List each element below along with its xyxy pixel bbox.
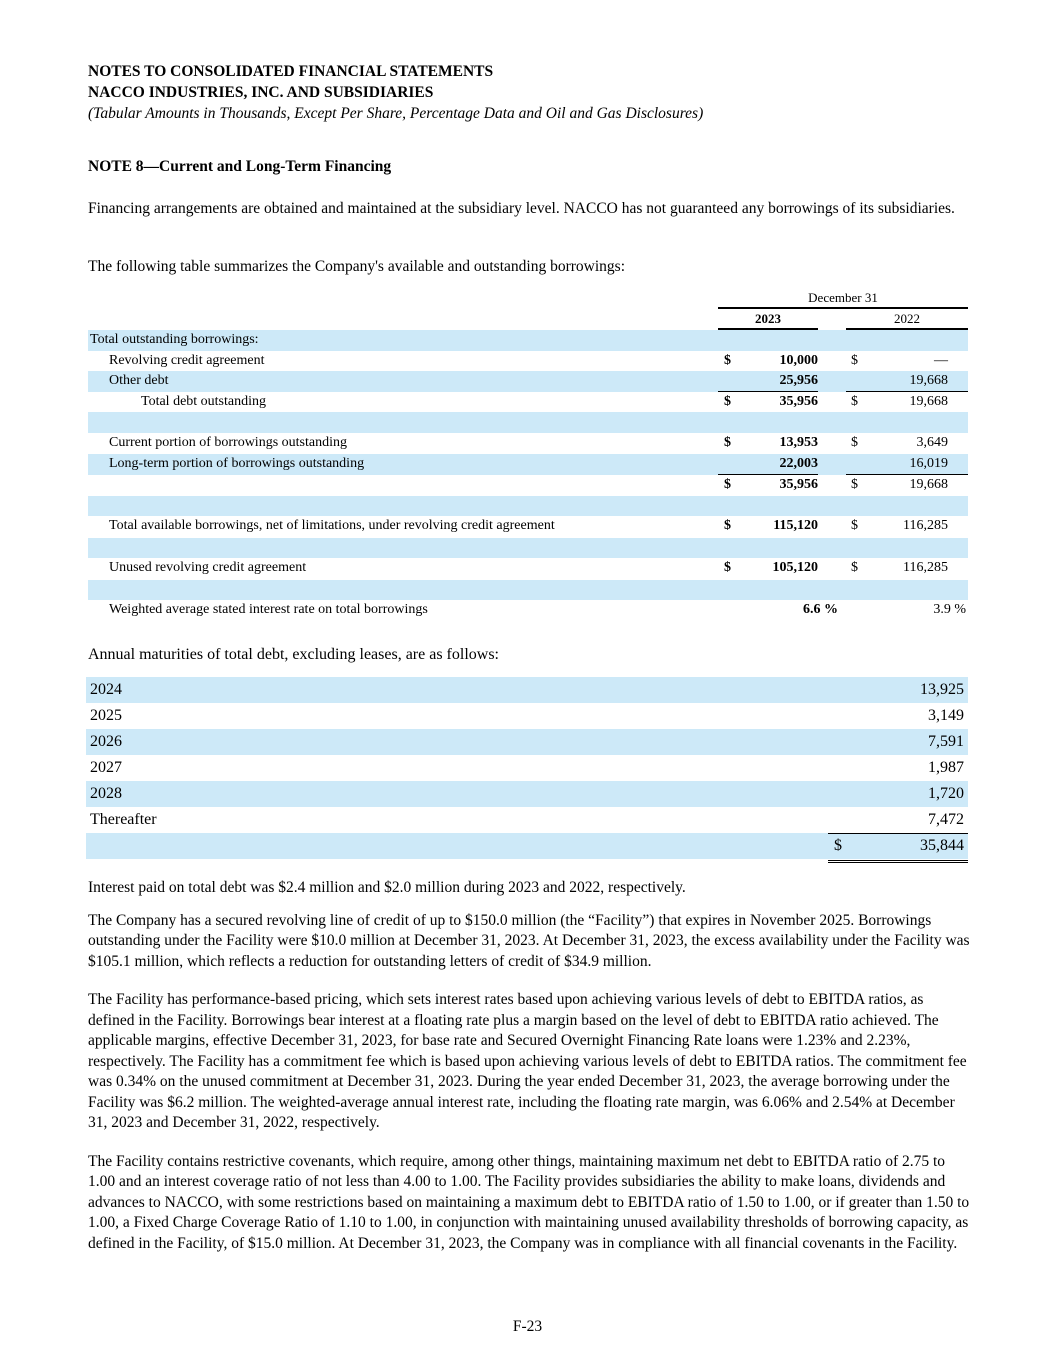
- paragraph: The Facility contains restrictive covenants, which require, among other things, maintaining maximum net debt to EBITDA ratio of 2.75 to 1.00 and an interest coverage ratio of not less than 4.00 to 1.00. The Facility provides subsidiaries the ability to make loans, dividends and advances to NACCO, with some restrictions based on maintaining a maximum debt to EBITDA ratio of 1.50 to 1.00, or if greater than 1.50 to 1.00, a Fixed Charge Coverage Ratio of 1.10 to 1.00, in conjunction with maintaining unused availability thresholds of borrowing capacity, as defined in the Facility, of $15.0 million. At December 31, 2023, the Company was in compliance with all financial covenants in the Facility.: [88, 1152, 970, 1252]
- note-title: NOTE 8—Current and Long-Term Financing: [88, 158, 392, 175]
- header-line: NOTES TO CONSOLIDATED FINANCIAL STATEMENTS: [88, 63, 494, 80]
- currency-2023: $: [724, 477, 731, 493]
- maturity-value: 7,591: [928, 733, 964, 750]
- col-header-2022: 2022: [894, 311, 920, 326]
- row-label: Other debt: [109, 373, 169, 389]
- maturity-year: 2024: [90, 681, 122, 698]
- row-label: Total available borrowings, net of limitations, under revolving credit agreement: [109, 518, 555, 534]
- currency-2022: $: [851, 434, 858, 450]
- maturities-intro: [88, 645, 970, 666]
- maturity-value: 1,987: [928, 759, 964, 776]
- row-label: Total debt outstanding: [141, 393, 267, 409]
- total-value: 35,844: [920, 837, 964, 854]
- table-row: [88, 371, 968, 392]
- value-2023: 25,956: [779, 373, 818, 389]
- intro-text: Financing arrangements are obtained and maintained at the subsidiary level. NACCO has not guaranteed any borrowings of its subsidiaries.: [88, 200, 955, 217]
- row-label: Current portion of borrowings outstanding: [109, 434, 347, 450]
- row-label: Weighted average stated interest rate on total borrowings: [109, 602, 428, 618]
- paragraph: The Facility has performance-based pricing, which sets interest rates based upon achieving various levels of debt to EBITDA ratios, as defined in the Facility. Borrowings bear interest at a floating rate plus a margin based on the level of debt to EBITDA ratio achieved. The applicable margins, effective December 31, 2023, for base rate and Secured Overnight Financing Rate loans were 1.23% and 2.23%, respectively. The Facility has a commitment fee which is based upon achieving various levels of debt to EBITDA ratios. The commitment fee was 0.34% on the unused commitment at December 31, 2023. During the year ended December 31, 2023, the average borrowing under the Facility was $6.2 million. The weighted-average annual interest rate, including the floating rate margin, was 6.06% and 2.54% at December 31, 2023 and December 31, 2022, respectively.: [88, 991, 967, 1131]
- table-row: [88, 558, 968, 580]
- value-2023: 13,953: [779, 434, 818, 450]
- total-currency: $: [834, 837, 842, 854]
- row-label: Revolving credit agreement: [109, 352, 265, 368]
- maturities-intro-text: Annual maturities of total debt, excluding leases, are as follows:: [88, 646, 499, 663]
- maturity-value: 3,149: [928, 707, 964, 724]
- table-row: [88, 580, 968, 601]
- borrowings-table: [88, 290, 968, 622]
- header-company: NACCO INDUSTRIES, INC. AND SUBSIDIARIES: [88, 84, 434, 101]
- value-2023: 22,003: [779, 456, 818, 472]
- table-row: [88, 412, 968, 433]
- table-row: [88, 538, 968, 559]
- value-2022: 3.9 %: [933, 602, 966, 618]
- currency-2022: $: [851, 393, 858, 409]
- row-label: Unused revolving credit agreement: [109, 560, 307, 576]
- table-row: [88, 330, 968, 351]
- maturity-value: 13,925: [920, 681, 964, 698]
- currency-2023: $: [724, 434, 731, 450]
- value-2022: 19,668: [909, 477, 948, 493]
- currency-2023: $: [724, 518, 731, 534]
- col-header-2023: 2023: [755, 311, 781, 326]
- currency-2022: $: [851, 352, 858, 368]
- maturities-total-row: [86, 833, 968, 859]
- intro-paragraph: [88, 199, 970, 220]
- table-row: [88, 454, 968, 475]
- page-number: F-23: [512, 1318, 543, 1335]
- maturity-row: [86, 677, 968, 703]
- maturity-row: [86, 807, 968, 833]
- maturity-value: 1,720: [928, 785, 964, 802]
- value-2022: 116,285: [903, 560, 948, 576]
- value-2022: 16,019: [909, 456, 948, 472]
- maturity-year: 2027: [90, 759, 122, 776]
- table-row: [88, 351, 968, 372]
- period-header: December 31: [808, 290, 878, 305]
- value-2022: 19,668: [909, 373, 948, 389]
- value-2022: 3,649: [916, 434, 948, 450]
- maturity-year: 2026: [90, 733, 122, 750]
- table-row: [88, 516, 968, 538]
- table-row: [88, 496, 968, 517]
- body-text: [88, 878, 973, 1254]
- row-label: Total outstanding borrowings:: [90, 332, 259, 347]
- maturity-year: 2028: [90, 785, 122, 802]
- value-2023: 6.6 %: [803, 602, 838, 618]
- maturities-table: [86, 677, 968, 859]
- maturity-row: [86, 703, 968, 729]
- currency-2023: $: [724, 393, 731, 409]
- paragraph: The Company has a secured revolving line of credit of up to $150.0 million (the “Facility”) that expires in November 2025. Borrowings outstanding under the Facility were $10.0 million at December 31, 2023. At December 31, 2023, the excess availability under the Facility was $105.1 million, which reflects a reduction for outstanding letters of credit of $34.9 million.: [88, 911, 970, 970]
- table-row: [88, 475, 968, 496]
- maturity-year: Thereafter: [90, 811, 157, 828]
- value-2023: 105,120: [772, 560, 818, 576]
- maturity-year: 2025: [90, 707, 122, 724]
- value-2023: 115,120: [773, 518, 818, 534]
- currency-2023: $: [724, 560, 731, 576]
- header-subtitle: (Tabular Amounts in Thousands, Except Per Share, Percentage Data and Oil and Gas Disclosures): [88, 105, 704, 122]
- value-2023: 10,000: [779, 352, 818, 368]
- currency-2022: $: [851, 518, 858, 534]
- maturity-value: 7,472: [928, 811, 964, 828]
- row-label: Long-term portion of borrowings outstanding: [109, 456, 365, 472]
- page-header: [88, 61, 970, 124]
- maturity-row: [86, 781, 968, 807]
- table-row: [88, 392, 968, 413]
- table-intro: [88, 257, 970, 278]
- maturity-row: [86, 729, 968, 755]
- value-2022: 19,668: [909, 393, 948, 409]
- currency-2022: $: [851, 477, 858, 493]
- table-row: [88, 600, 968, 622]
- paragraph: Interest paid on total debt was $2.4 million and $2.0 million during 2023 and 2022, respectively.: [88, 879, 686, 896]
- maturity-row: [86, 755, 968, 781]
- currency-2023: $: [724, 352, 731, 368]
- currency-2022: $: [851, 560, 858, 576]
- value-2023: 35,956: [779, 477, 818, 493]
- value-2023: 35,956: [779, 393, 818, 409]
- table-intro-text: The following table summarizes the Company's available and outstanding borrowings:: [88, 258, 625, 275]
- value-2022: 116,285: [903, 518, 948, 534]
- value-2022: —: [934, 352, 948, 368]
- table-row: [88, 433, 968, 455]
